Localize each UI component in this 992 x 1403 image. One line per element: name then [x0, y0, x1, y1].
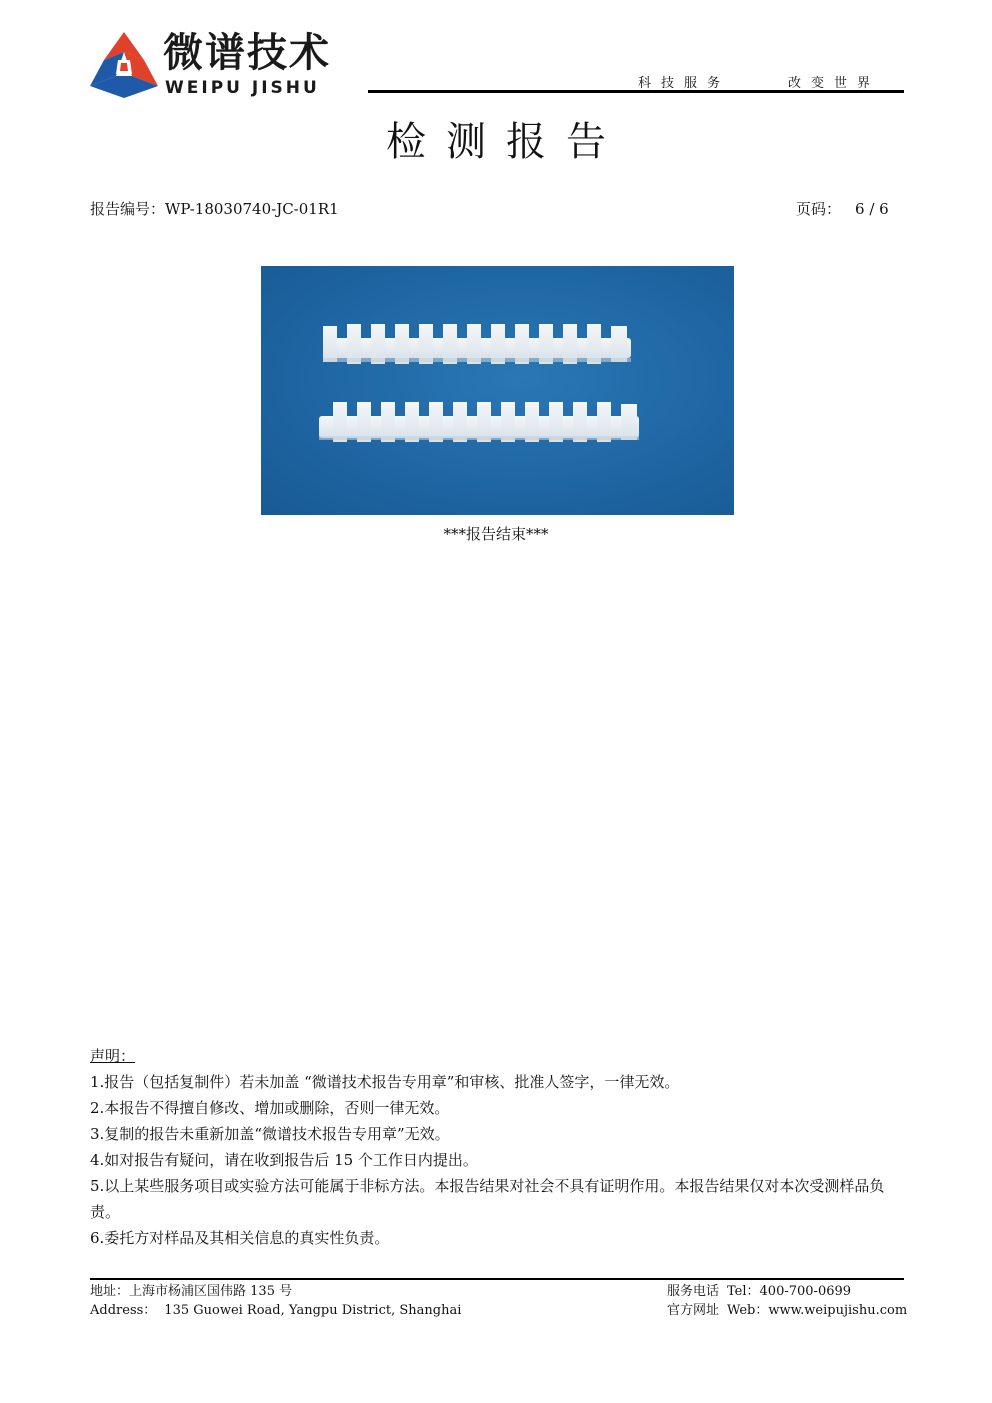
footer-address-en [90, 1301, 461, 1320]
address-en-value: 135 Guowei Road, Yangpu District, Shanghai [164, 1303, 462, 1318]
report-end-marker: ***报告结束*** [443, 525, 549, 543]
phone-value: Tel：400-700-0699 [727, 1284, 852, 1299]
company-logo [88, 30, 160, 100]
document-title: 检测报告 [386, 119, 626, 165]
page-label: 页码： [796, 200, 842, 218]
declaration-item: 5.以上某些服务项目或实验方法可能属于非标方法。本报告结果对社会不具有证明作用。本报告结果仅对本次受测样品负责。 [90, 1177, 885, 1221]
web-value: Web：www.weipujishu.com [727, 1303, 908, 1318]
address-cn-value: 上海市杨浦区国伟路 135 号 [129, 1284, 293, 1299]
slogan-left: 科技服务 [638, 76, 731, 91]
brand-name-en: WEIPU JISHU [165, 78, 320, 98]
address-en-label: Address： [90, 1303, 157, 1318]
phone-label: 服务电话 [667, 1284, 720, 1299]
address-cn-label: 地址： [90, 1284, 130, 1299]
web-label: 官方网址 [667, 1303, 720, 1318]
footer-address-cn [90, 1282, 292, 1301]
page-number: 6 / 6 [855, 200, 889, 218]
slogan-right: 改变世界 [788, 76, 881, 91]
declaration-title: 声明： [90, 1047, 136, 1065]
report-number-value: WP-18030740-JC-01R1 [165, 200, 339, 218]
sample-photo [261, 266, 734, 515]
report-number-label: 报告编号： [90, 200, 166, 218]
declaration-item: 6.委托方对样品及其相关信息的真实性负责。 [90, 1229, 390, 1247]
declaration-item: 4.如对报告有疑问，请在收到报告后 15 个工作日内提出。 [90, 1151, 478, 1169]
footer-divider [90, 1278, 904, 1280]
footer-phone [667, 1282, 851, 1301]
declaration-item: 2.本报告不得擅自修改、增加或删除，否则一律无效。 [90, 1099, 450, 1117]
declaration-item: 1.报告（包括复制件）若未加盖 “微谱技术报告专用章”和审核、批准人签字，一律无效。 [90, 1073, 680, 1091]
footer-website [667, 1301, 907, 1320]
report-number [90, 198, 339, 219]
page-indicator [796, 198, 889, 219]
header-divider [368, 90, 904, 93]
sample-photo-drawing [261, 266, 734, 515]
declaration-section [90, 1043, 904, 1251]
declaration-item: 3.复制的报告未重新加盖“微谱技术报告专用章”无效。 [90, 1125, 450, 1143]
brand-name-cn: 微谱技术 [163, 30, 331, 76]
